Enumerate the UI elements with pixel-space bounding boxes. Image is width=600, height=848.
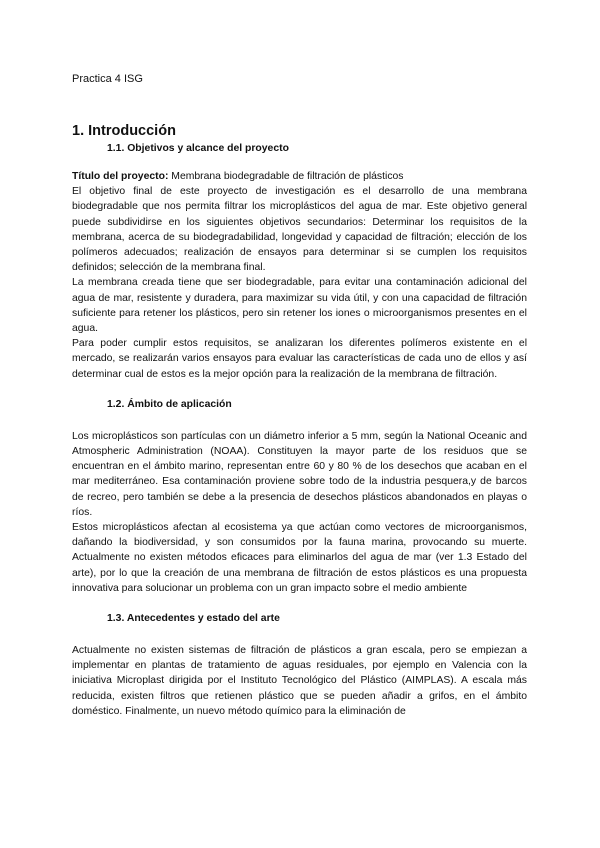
project-title-label: Título del proyecto:	[72, 171, 169, 182]
paragraph: El objetivo final de este proyecto de investigación es el desarrollo de una membrana biodegradable que nos permita filtrar los microplásticos del agua de mar. Este objetivo general puede subdividirse en los siguientes objetivos secundarios: Determinar los requisitos de la membrana, acerca de su biodegradabilidad, longevidad y capacidad de filtración; elección de los polímeros adecuados; realización de ensayos para determinar si se cumplen los requisitos definidos; selección de la membrana final.	[72, 186, 527, 274]
subsection-title-background: 1.3. Antecedentes y estado del arte	[107, 613, 280, 625]
subsection-title-scope: 1.2. Ámbito de aplicación	[107, 398, 232, 410]
document-body	[72, 122, 527, 719]
project-title-line	[72, 169, 527, 184]
paragraph: Estos microplásticos afectan al ecosistema ya que actúan como vectores de microorganismos, dañando la biodiversidad, y son consumidos por la fauna marina, provocando su muerte. Actualmente no existen métodos eficaces para eliminarlos del agua de mar (ver 1.3 Estado del arte), por lo que la creación de una membrana de filtración de estos plásticos es una propuesta innovativa para solucionar un problema con un gran impacto sobre el medio ambiente	[72, 522, 527, 594]
paragraph: La membrana creada tiene que ser biodegradable, para evitar una contaminación adicional del agua de mar, resistente y duradera, para maximizar su vida útil, y con una capacidad de filtración suficiente para retener los plásticos, pero sin retener los iones o microorganismos presentes en el agua.	[72, 277, 527, 335]
paragraph: Los microplásticos son partículas con un diámetro inferior a 5 mm, según la National Oceanic and Atmospheric Administration (NOAA). Constituyen la mayor parte de los residuos que se encuentran en el ámbito marino, representan entre 60 y 80 % de los desechos que acaban en el mar mediterráneo. Esa contaminación proviene sobre todo de la industria pesquera,y de barcos de recreo, pero también se debe a la presencia de desechos plásticos abandonados en playas o ríos.	[72, 430, 527, 518]
subsection-title-objectives: 1.1. Objetivos y alcance del proyecto	[107, 143, 289, 154]
project-title-value: Membrana biodegradable de filtración de plásticos	[168, 171, 404, 182]
section-title: 1. Introducción	[72, 123, 176, 139]
paragraph: Actualmente no existen sistemas de filtración de plásticos a gran escala, pero se empiezan a implementar en plantas de tratamiento de aguas residuales, por ejemplo en Valencia con la iniciativa Microplast dirigida por el Instituto Tecnológico del Plástico (AIMPLAS). A escala más reducida, existen filtros que retienen plástico que se pueden añadir a grifos, en el ámbito doméstico. Finalmente, un nuevo método químico para la eliminación de	[72, 645, 527, 717]
page-header: Practica 4 ISG	[72, 73, 143, 85]
paragraph: Para poder cumplir estos requisitos, se analizaran los diferentes polímeros existente en el mercado, se realizarán varios ensayos para evaluar las características de cada uno de ellos y así determinar cual de estos es la mejor opción para la realización de la membrana de filtración.	[72, 338, 527, 380]
